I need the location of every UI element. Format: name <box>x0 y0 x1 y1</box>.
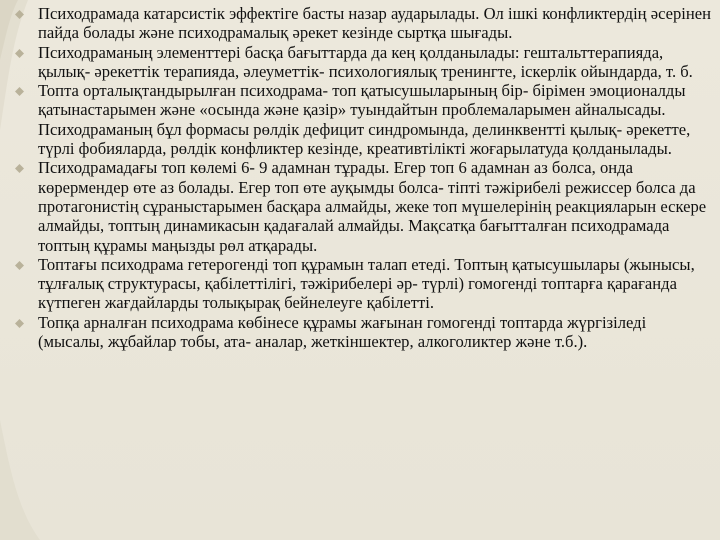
bullet-text: Топқа арналған психодрама көбінесе құрамы жағынан гомогенді топтарда жүргізіледі (мысалы, жұбайлар тобы, ата- аналар, жеткіншектер, алкоголиктер және т.б.). <box>38 312 647 352</box>
bullet-text: Психодрамадағы топ көлемі 6- 9 адамнан тұрады. Егер топ 6 адамнан аз болса, онда көрермендер өте аз болады. Егер топ өте ауқымды болса- тіпті тәжірибелі режиссер болса да протагонистің сұраныстарымен басқара алмайды, жеке топ мүшелерінің реакцияларын ескере алмайды, топтың динамикасын қадағалай алмайды. Мақсатқа бағытталған психодрамада топтың құрамы маңызды рөл атқарады. <box>38 158 707 255</box>
list-item <box>12 81 712 158</box>
bullet-text: Топта орталықтандырылған психодрама- топ қатысушыларының бір- бірімен эмоционалды қатынастарымен және «осында және қазір» туындайтын проблемаларымен айналысады. Психодраманың бұл формасы рөлдік дефицит синдромында, делинквентті қылық- әрекетте, түрлі фобияларда, рөлдік конфликтер кезінде, креативтілікті жоғарылатуда қолданылады. <box>38 81 691 159</box>
diamond-bullet-icon <box>15 87 24 96</box>
list-item <box>12 313 712 352</box>
diamond-bullet-icon <box>15 164 24 173</box>
bullet-text: Психодрамада катарсистік эффектіге басты назар аударылады. Ол ішкі конфликтердің әсерінен пайда болады және психодрамалық әрекет кезінде сыртқа шығады. <box>38 4 712 43</box>
bullet-text: Топтағы психодрама гетерогенді топ құрамын талап етеді. Топтың қатысушылары (жынысы, тұлғалық структурасы, қабілеттілігі, тәжірибелері әр- түрлі) гомогенді топтарға қарағанда күтпеген жағдайларды толықырақ бейнелеуге қабілетті. <box>38 254 695 313</box>
list-item <box>12 4 712 43</box>
bullet-text: Психодраманың элементтері басқа бағыттарда да кең қолданылады: гештальттерапияда, қылық- әрекеттік терапияда, әлеуметтік- психологиялық тренингте, іскерлік ойындарда, т. б. <box>38 42 693 81</box>
diamond-bullet-icon <box>15 261 24 270</box>
diamond-bullet-icon <box>15 319 24 328</box>
list-item <box>12 43 712 82</box>
diamond-bullet-icon <box>15 10 24 19</box>
list-item <box>12 255 712 313</box>
diamond-bullet-icon <box>15 49 24 58</box>
list-item <box>12 158 712 254</box>
slide-content <box>12 4 712 351</box>
bullet-list <box>12 4 712 351</box>
